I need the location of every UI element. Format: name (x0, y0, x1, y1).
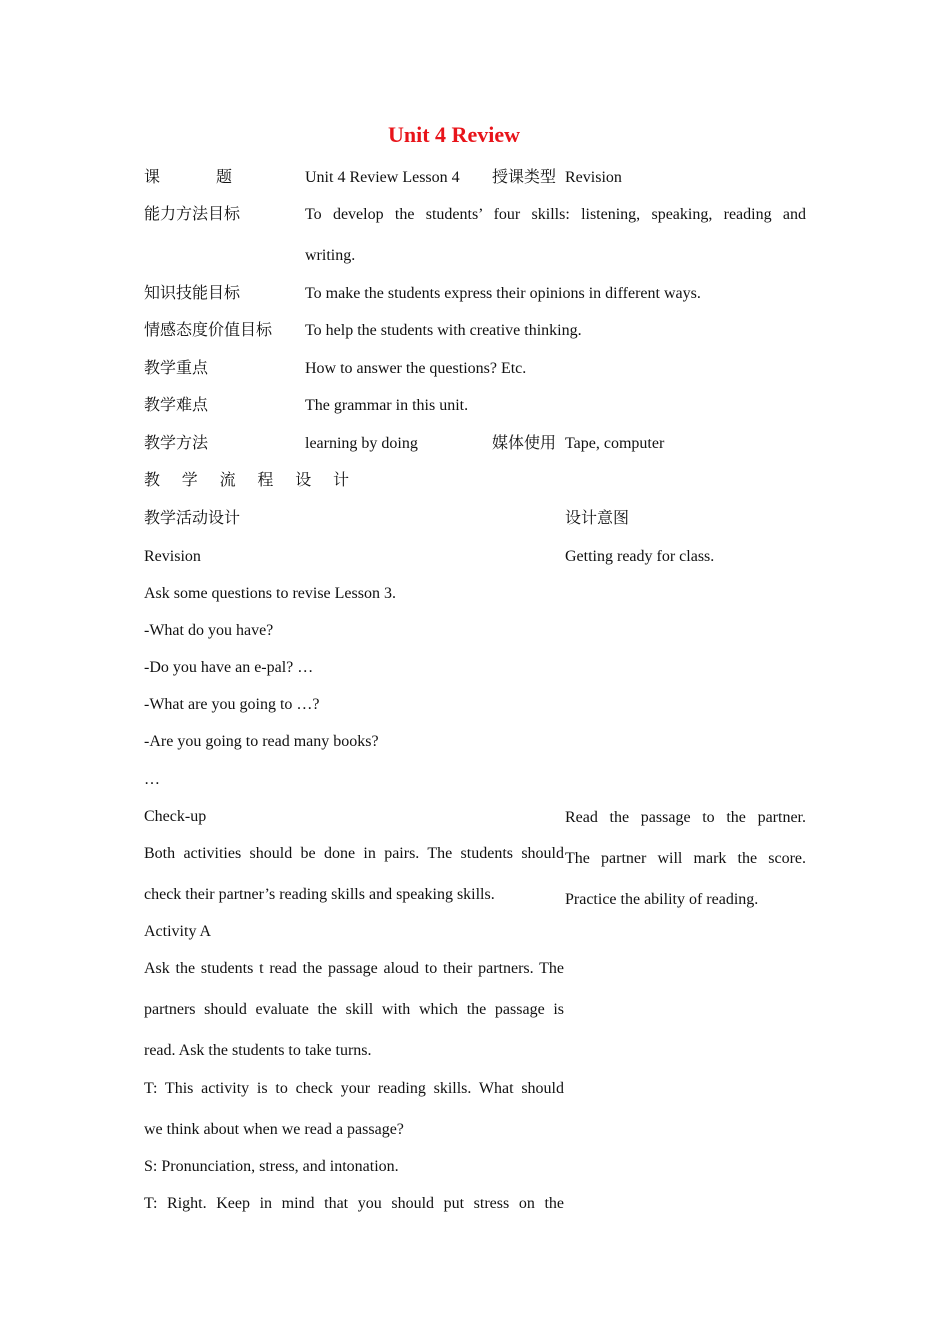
activity-a-text-line-3: read. Ask the students to take turns. (144, 1042, 372, 1059)
question-4: -Are you going to read many books? (144, 733, 379, 750)
emotion-value: To help the students with creative thinking. (305, 322, 582, 339)
activity-a-heading: Activity A (144, 923, 212, 940)
checkup-text-line-2: check their partner’s reading skills and speaking skills. (144, 886, 495, 903)
intent-revision: Getting ready for class. (565, 548, 715, 565)
difficult-point-label: 教学难点 (144, 397, 209, 414)
teacher-line-3: T: Right. Keep in mind that you should put stress on the (144, 1195, 564, 1212)
activity-a-text-line-1: Ask the students t read the passage aloud to their partners. The (144, 960, 564, 977)
question-3: -What are you going to …? (144, 696, 320, 713)
design-intent-header: 设计意图 (565, 510, 630, 527)
checkup-text-line-1: Both activities should be done in pairs. The students should (144, 845, 564, 862)
key-point-label: 教学重点 (144, 360, 209, 377)
teacher-line-2: we think about when we read a passage? (144, 1121, 404, 1138)
question-2: -Do you have an e-pal? … (144, 659, 314, 676)
question-1: -What do you have? (144, 622, 274, 639)
difficult-point-value: The grammar in this unit. (305, 397, 469, 414)
flow-heading: 教 学 流 程 设 计 (144, 472, 349, 489)
intent-checkup-line-2: The partner will mark the score. (565, 850, 806, 867)
intent-checkup-line-1: Read the passage to the partner. (565, 809, 806, 826)
teacher-line-1: T: This activity is to check your reading skills. What should (144, 1080, 564, 1097)
activity-a-text-line-2: partners should evaluate the skill with which the passage is (144, 1001, 564, 1018)
topic-label: 课 题 (144, 169, 232, 186)
questions-ellipsis: … (144, 771, 160, 788)
lesson-type-value: Revision (565, 169, 622, 186)
key-point-value: How to answer the questions? Etc. (305, 360, 527, 377)
ability-label: 能力方法目标 (144, 206, 241, 223)
knowledge-label: 知识技能目标 (144, 285, 241, 302)
checkup-heading: Check-up (144, 808, 207, 825)
ability-line-1: To develop the students’ four skills: listening, speaking, reading and (305, 206, 806, 223)
student-line: S: Pronunciation, stress, and intonation. (144, 1158, 399, 1175)
media-label: 媒体使用 (492, 435, 557, 452)
method-label: 教学方法 (144, 435, 209, 452)
revision-heading: Revision (144, 548, 201, 565)
topic-value: Unit 4 Review Lesson 4 (305, 169, 460, 186)
activity-design-header: 教学活动设计 (144, 510, 241, 527)
lesson-type-label: 授课类型 (492, 169, 557, 186)
flow-heading-row (144, 471, 806, 491)
ability-line-2: writing. (305, 247, 356, 264)
revision-instruction: Ask some questions to revise Lesson 3. (144, 585, 396, 602)
media-value: Tape, computer (565, 435, 665, 452)
intent-checkup-line-3: Practice the ability of reading. (565, 891, 759, 908)
method-value: learning by doing (305, 435, 418, 452)
document-title: Unit 4 Review (388, 122, 520, 147)
emotion-label: 情感态度价值目标 (144, 322, 273, 339)
knowledge-value: To make the students express their opinions in different ways. (305, 285, 701, 302)
